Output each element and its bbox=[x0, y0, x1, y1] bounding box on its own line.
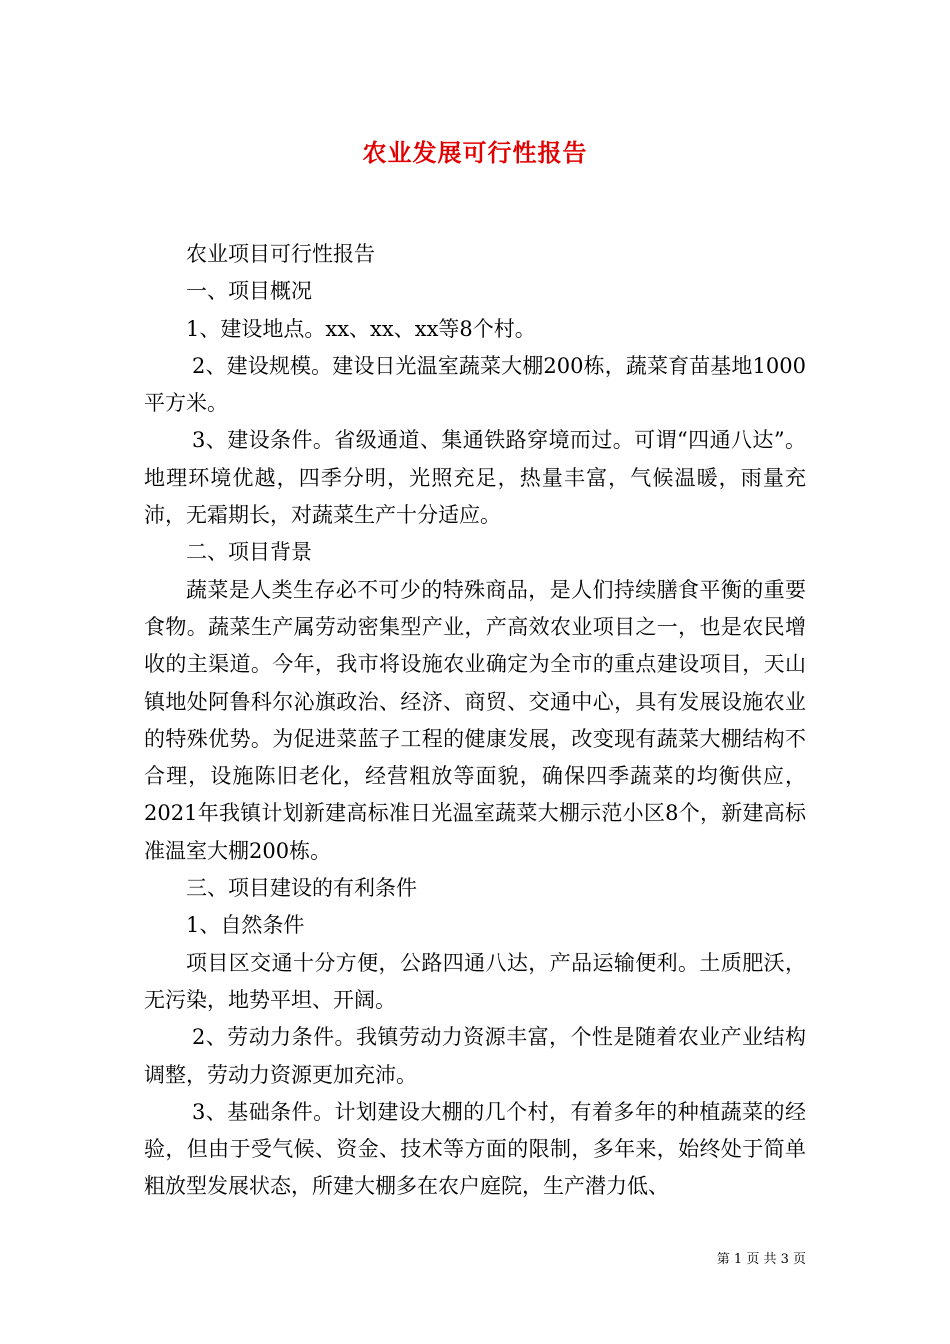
paragraph-conditions: 3、建设条件。省级通道、集通铁路穿境而过。可谓“四通八达”。地理环境优越，四季分明，光照充足，热量丰富，气候温暖，雨量充沛，无霜期长，对蔬菜生产十分适应。 bbox=[144, 428, 806, 528]
page-number-footer: 第 1 页 共 3 页 bbox=[716, 1252, 806, 1267]
paragraph-scale: 2、建设规模。建设日光温室蔬菜大棚200栋，蔬菜育苗基地1000平方米。 bbox=[144, 353, 806, 416]
paragraph-heading: 农业项目可行性报告 bbox=[186, 242, 375, 266]
section-heading-overview: 一、项目概况 bbox=[186, 279, 312, 304]
section-heading-advantages: 三、项目建设的有利条件 bbox=[186, 876, 417, 901]
paragraph-background: 蔬菜是人类生存必不可少的特殊商品，是人们持续膳食平衡的重要食物。蔬菜生产属劳动密集型产业，产高效农业项目之一，也是农民增收的主渠道。今年，我市将设施农业确定为全市的重点建设项目，天山镇地处阿鲁科尔沁旗政治、经济、商贸、交通中心，具有发展设施农业的特殊优势。为促进菜蓝子工程的健康发展，改变现有蔬菜大棚结构不合理，设施陈旧老化，经营粗放等面貌，确保四季蔬菜的均衡供应，2021年我镇计划新建高标准日光温室蔬菜大棚示范小区8个，新建高标准温室大棚200栋。 bbox=[144, 577, 806, 863]
paragraph-labor: 2、劳动力条件。我镇劳动力资源丰富，个性是随着农业产业结构调整，劳动力资源更加充沛。 bbox=[144, 1025, 806, 1087]
document-body bbox=[144, 236, 806, 1206]
paragraph-natural-conditions-heading: 1、自然条件 bbox=[186, 913, 305, 938]
paragraph-natural-conditions: 项目区交通十分方便，公路四通八达，产品运输便利。土质肥沃，无污染，地势平坦、开阔。 bbox=[144, 950, 806, 1012]
paragraph-location: 1、建设地点。xx、xx、xx等8个村。 bbox=[186, 316, 536, 341]
document-title: 农业发展可行性报告 bbox=[362, 138, 588, 167]
paragraph-infrastructure: 3、基础条件。计划建设大棚的几个村，有着多年的种植蔬菜的经验，但由于受气候、资金、技术等方面的限制，多年来，始终处于简单粗放型发展状态，所建大棚多在农户庭院，生产潜力低、 bbox=[144, 1099, 806, 1199]
section-heading-background: 二、项目背景 bbox=[186, 540, 312, 565]
